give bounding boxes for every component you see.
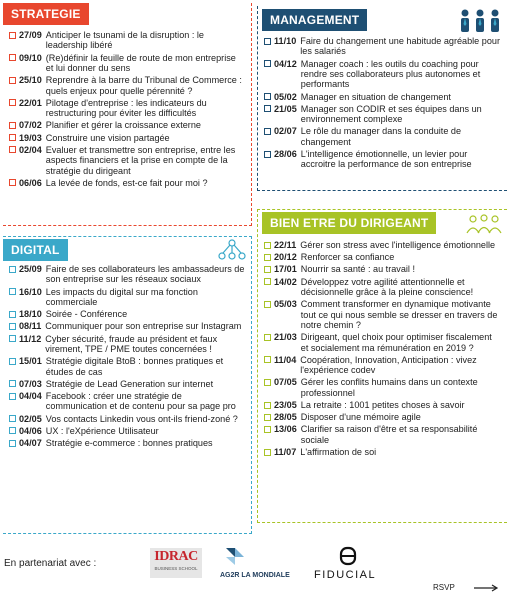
item-date: 22/11: [274, 240, 297, 250]
strategie-title: STRATEGIE: [3, 3, 89, 25]
item-title: Disposer d'une mémoire agile: [300, 412, 421, 423]
checkbox-icon[interactable]: [9, 99, 16, 106]
item-date: 11/10: [274, 36, 297, 46]
checkbox-icon[interactable]: [9, 77, 16, 84]
item-date: 22/01: [19, 97, 42, 108]
list-item: [264, 377, 501, 398]
list-item: [264, 59, 501, 90]
idrac-logo-subtext: BUSINESS SCHOOL: [154, 566, 198, 571]
checkbox-icon[interactable]: [264, 379, 271, 386]
item-title: Comment transformer en dynamique motivante tout ce qui nous semble se dresser en travers de notre chemin ?: [300, 299, 498, 331]
item-date: 28/06: [274, 149, 297, 160]
item-date: 04/04: [19, 391, 42, 402]
list-item: [264, 104, 501, 125]
item-title: Communiquer pour son entreprise sur Instagram: [45, 321, 242, 332]
network-icon: [217, 238, 247, 267]
partners-label: En partenariat avec :: [4, 558, 97, 569]
item-title: Nourrir sa santé : au travail !: [300, 264, 415, 275]
checkbox-icon[interactable]: [9, 311, 16, 318]
item-title: UX : l'eXpérience Utilisateur: [45, 425, 159, 436]
strategie-panel: [3, 3, 252, 226]
item-title: Planifier et gérer la croissance externe: [45, 120, 201, 131]
list-item: [9, 334, 245, 355]
list-item: [264, 447, 501, 457]
list-item: [264, 240, 501, 250]
item-date: 06/06: [19, 177, 42, 188]
list-item: [9, 414, 245, 424]
bien-etre-list: [264, 240, 501, 459]
fiducial-emblem-icon: [338, 546, 358, 566]
item-date: 04/12: [274, 58, 297, 69]
item-date: 13/06: [274, 424, 297, 435]
item-title: (Re)définir la feuille de route de mon entreprise et lui donner du sens: [45, 52, 236, 74]
item-date: 15/01: [19, 356, 42, 367]
checkbox-icon[interactable]: [264, 426, 271, 433]
checkbox-icon[interactable]: [9, 179, 16, 186]
digital-panel: [3, 236, 252, 534]
item-title: Facebook : créer une stratégie de communication et de contenu pour sa page pro: [45, 391, 236, 412]
item-title: Reprendre à la barre du Tribunal de Commerce : quels enjeux pour quelle pérennité ?: [45, 75, 242, 96]
item-title: Soirée - Conférence: [45, 309, 128, 320]
checkbox-icon[interactable]: [9, 440, 16, 447]
list-item: [264, 126, 501, 147]
item-date: 09/10: [19, 52, 42, 63]
checkbox-icon[interactable]: [9, 393, 16, 400]
fiducial-logo-text: FIDUCIAL: [314, 569, 377, 581]
checkbox-icon[interactable]: [9, 323, 16, 330]
ag2r-emblem-icon: [224, 546, 246, 566]
fiducial-logo: [312, 546, 388, 582]
group-icon: [465, 214, 503, 239]
item-date: 07/05: [274, 377, 297, 388]
item-date: 04/06: [19, 425, 42, 436]
item-title: Vos contacts Linkedin vous ont-ils friend-zoné ?: [45, 413, 238, 424]
digital-title: DIGITAL: [3, 239, 68, 261]
list-item: [9, 391, 245, 412]
item-title: Coopération, Innovation, Anticipation : vivez l'expérience codev: [300, 354, 477, 376]
checkbox-icon[interactable]: [264, 414, 271, 421]
checkbox-icon[interactable]: [9, 146, 16, 153]
item-date: 04/07: [19, 438, 42, 449]
checkbox-icon[interactable]: [9, 122, 16, 129]
item-title: Dirigeant, quel choix pour optimiser fiscalement et socialement ma rémunération en 2019 ?: [300, 332, 492, 353]
list-item: [264, 424, 501, 445]
item-title: La levée de fonds, est-ce fait pour moi ?: [45, 177, 208, 188]
ag2r-logo-text: AG2R LA MONDIALE: [220, 572, 290, 579]
checkbox-icon[interactable]: [264, 242, 271, 249]
checkbox-icon[interactable]: [264, 93, 271, 100]
item-date: 02/04: [19, 144, 42, 155]
list-item: [264, 355, 501, 376]
item-title: Stratégie e-commerce : bonnes pratiques: [45, 438, 213, 449]
ag2r-logo: [220, 546, 290, 582]
list-item: [9, 321, 245, 331]
arrow-right-icon[interactable]: [474, 584, 500, 592]
list-item: [264, 412, 501, 422]
item-title: Manager coach : les outils du coaching pour rendre ses collaborateurs plus autonomes et performants: [300, 58, 481, 90]
idrac-logo: [150, 548, 202, 578]
item-date: 02/07: [274, 126, 297, 137]
list-item: [9, 145, 245, 176]
item-title: La retraite : 1001 petites choses à savoir: [300, 400, 465, 411]
item-date: 25/10: [19, 75, 42, 86]
checkbox-icon[interactable]: [9, 358, 16, 365]
item-title: Faire de ses collaborateurs les ambassadeurs de son entreprise sur les réseaux sociaux: [45, 264, 245, 285]
management-panel: [257, 6, 507, 191]
list-item: [9, 379, 245, 389]
checkbox-icon[interactable]: [264, 38, 271, 45]
item-title: Développez votre agilité attentionnelle et décisionnelle grâce à la pleine conscience!: [300, 276, 474, 298]
item-date: 07/02: [19, 120, 42, 131]
item-title: Anticiper le tsunami de la disruption : le leadership libéré: [45, 30, 204, 51]
item-title: Cyber sécurité, fraude au président et faux virement, TPE / PME toutes concernées !: [45, 333, 218, 355]
list-item: [9, 426, 245, 436]
list-item: [9, 287, 245, 308]
item-date: 19/03: [19, 132, 42, 143]
item-date: 05/02: [274, 91, 297, 102]
item-title: Les impacts du digital sur ma fonction commerciale: [45, 286, 198, 308]
list-item: [264, 264, 501, 274]
list-item: [9, 356, 245, 377]
list-item: [9, 53, 245, 74]
item-title: Le rôle du manager dans la conduite de changement: [300, 126, 462, 147]
item-title: Manager son CODIR et ses équipes dans un environnement complexe: [300, 103, 482, 125]
item-date: 21/03: [274, 332, 297, 343]
management-list: [264, 36, 501, 172]
checkbox-icon[interactable]: [9, 415, 16, 422]
list-item: [9, 98, 245, 119]
item-title: Evaluer et transmettre son entreprise, entre les aspects financiers et la prise en compte de la stratégie du dirigeant: [45, 144, 236, 176]
item-title: Stratégie digitale BtoB : bonnes pratiques et études de cas: [45, 356, 224, 377]
checkbox-icon[interactable]: [9, 427, 16, 434]
list-item: [9, 75, 245, 96]
management-title: MANAGEMENT: [262, 9, 367, 31]
checkbox-icon[interactable]: [9, 266, 16, 273]
item-date: 20/12: [274, 252, 297, 263]
checkbox-icon[interactable]: [264, 278, 271, 285]
checkbox-icon[interactable]: [264, 301, 271, 308]
item-title: L'intelligence émotionnelle, un levier pour accroitre la performance de son entreprise: [300, 149, 472, 170]
checkbox-icon[interactable]: [9, 32, 16, 39]
idrac-logo-text: IDRAC: [154, 549, 198, 564]
item-date: 11/04: [274, 354, 297, 365]
item-date: 27/09: [19, 30, 42, 40]
checkbox-icon[interactable]: [9, 134, 16, 141]
item-date: 05/03: [274, 299, 297, 310]
checkbox-icon[interactable]: [264, 356, 271, 363]
item-date: 08/11: [19, 321, 42, 332]
rsvp-label[interactable]: RSVP: [433, 583, 455, 592]
list-item: [264, 299, 501, 330]
item-title: Manager en situation de changement: [300, 91, 451, 102]
item-date: 02/05: [19, 413, 42, 424]
checkbox-icon[interactable]: [9, 335, 16, 342]
checkbox-icon[interactable]: [264, 105, 271, 112]
item-title: Renforcer sa confiance: [300, 252, 395, 263]
list-item: [9, 178, 245, 188]
digital-list: [9, 264, 245, 450]
checkbox-icon[interactable]: [264, 128, 271, 135]
list-item: [9, 120, 245, 130]
checkbox-icon[interactable]: [9, 380, 16, 387]
item-date: 25/09: [19, 264, 42, 274]
list-item: [9, 309, 245, 319]
item-date: 16/10: [19, 286, 42, 297]
checkbox-icon[interactable]: [264, 449, 271, 456]
list-item: [9, 133, 245, 143]
checkbox-icon[interactable]: [264, 266, 271, 273]
strategie-list: [9, 30, 245, 190]
checkbox-icon[interactable]: [264, 334, 271, 341]
list-item: [9, 30, 245, 51]
item-date: 17/01: [274, 264, 297, 275]
bien-etre-panel: [257, 209, 507, 523]
item-date: 23/05: [274, 400, 297, 411]
item-date: 11/12: [19, 333, 42, 344]
item-date: 11/07: [274, 447, 297, 458]
list-item: [9, 264, 245, 285]
checkbox-icon[interactable]: [264, 151, 271, 158]
item-date: 18/10: [19, 309, 42, 320]
checkbox-icon[interactable]: [264, 254, 271, 261]
list-item: [264, 277, 501, 298]
item-date: 07/03: [19, 378, 42, 389]
checkbox-icon[interactable]: [9, 288, 16, 295]
bien-etre-title: BIEN ETRE DU DIRIGEANT: [262, 212, 436, 234]
item-date: 28/05: [274, 412, 297, 423]
list-item: [264, 332, 501, 353]
item-title: Gérer son stress avec l'intelligence émotionnelle: [300, 240, 496, 250]
team-icon: [457, 8, 503, 39]
list-item: [264, 149, 501, 170]
item-title: Gérer les conflits humains dans un contexte professionnel: [300, 377, 478, 398]
checkbox-icon[interactable]: [264, 60, 271, 67]
list-item: [264, 92, 501, 102]
list-item: [264, 400, 501, 410]
item-title: Faire du changement une habitude agréable pour les salariés: [300, 36, 500, 57]
item-title: Clarifier sa raison d'être et sa responsabilité sociale: [300, 424, 478, 445]
item-title: L'affirmation de soi: [300, 447, 377, 458]
item-title: Construire une vision partagée: [45, 132, 170, 143]
item-date: 21/05: [274, 103, 297, 114]
checkbox-icon[interactable]: [264, 402, 271, 409]
item-date: 14/02: [274, 276, 297, 287]
item-title: Stratégie de Lead Generation sur internet: [45, 378, 214, 389]
list-item: [264, 36, 501, 57]
list-item: [9, 438, 245, 448]
item-title: Pilotage d'entreprise : les indicateurs du restructuring pour éviter les difficultés: [45, 97, 207, 119]
checkbox-icon[interactable]: [9, 54, 16, 61]
list-item: [264, 252, 501, 262]
